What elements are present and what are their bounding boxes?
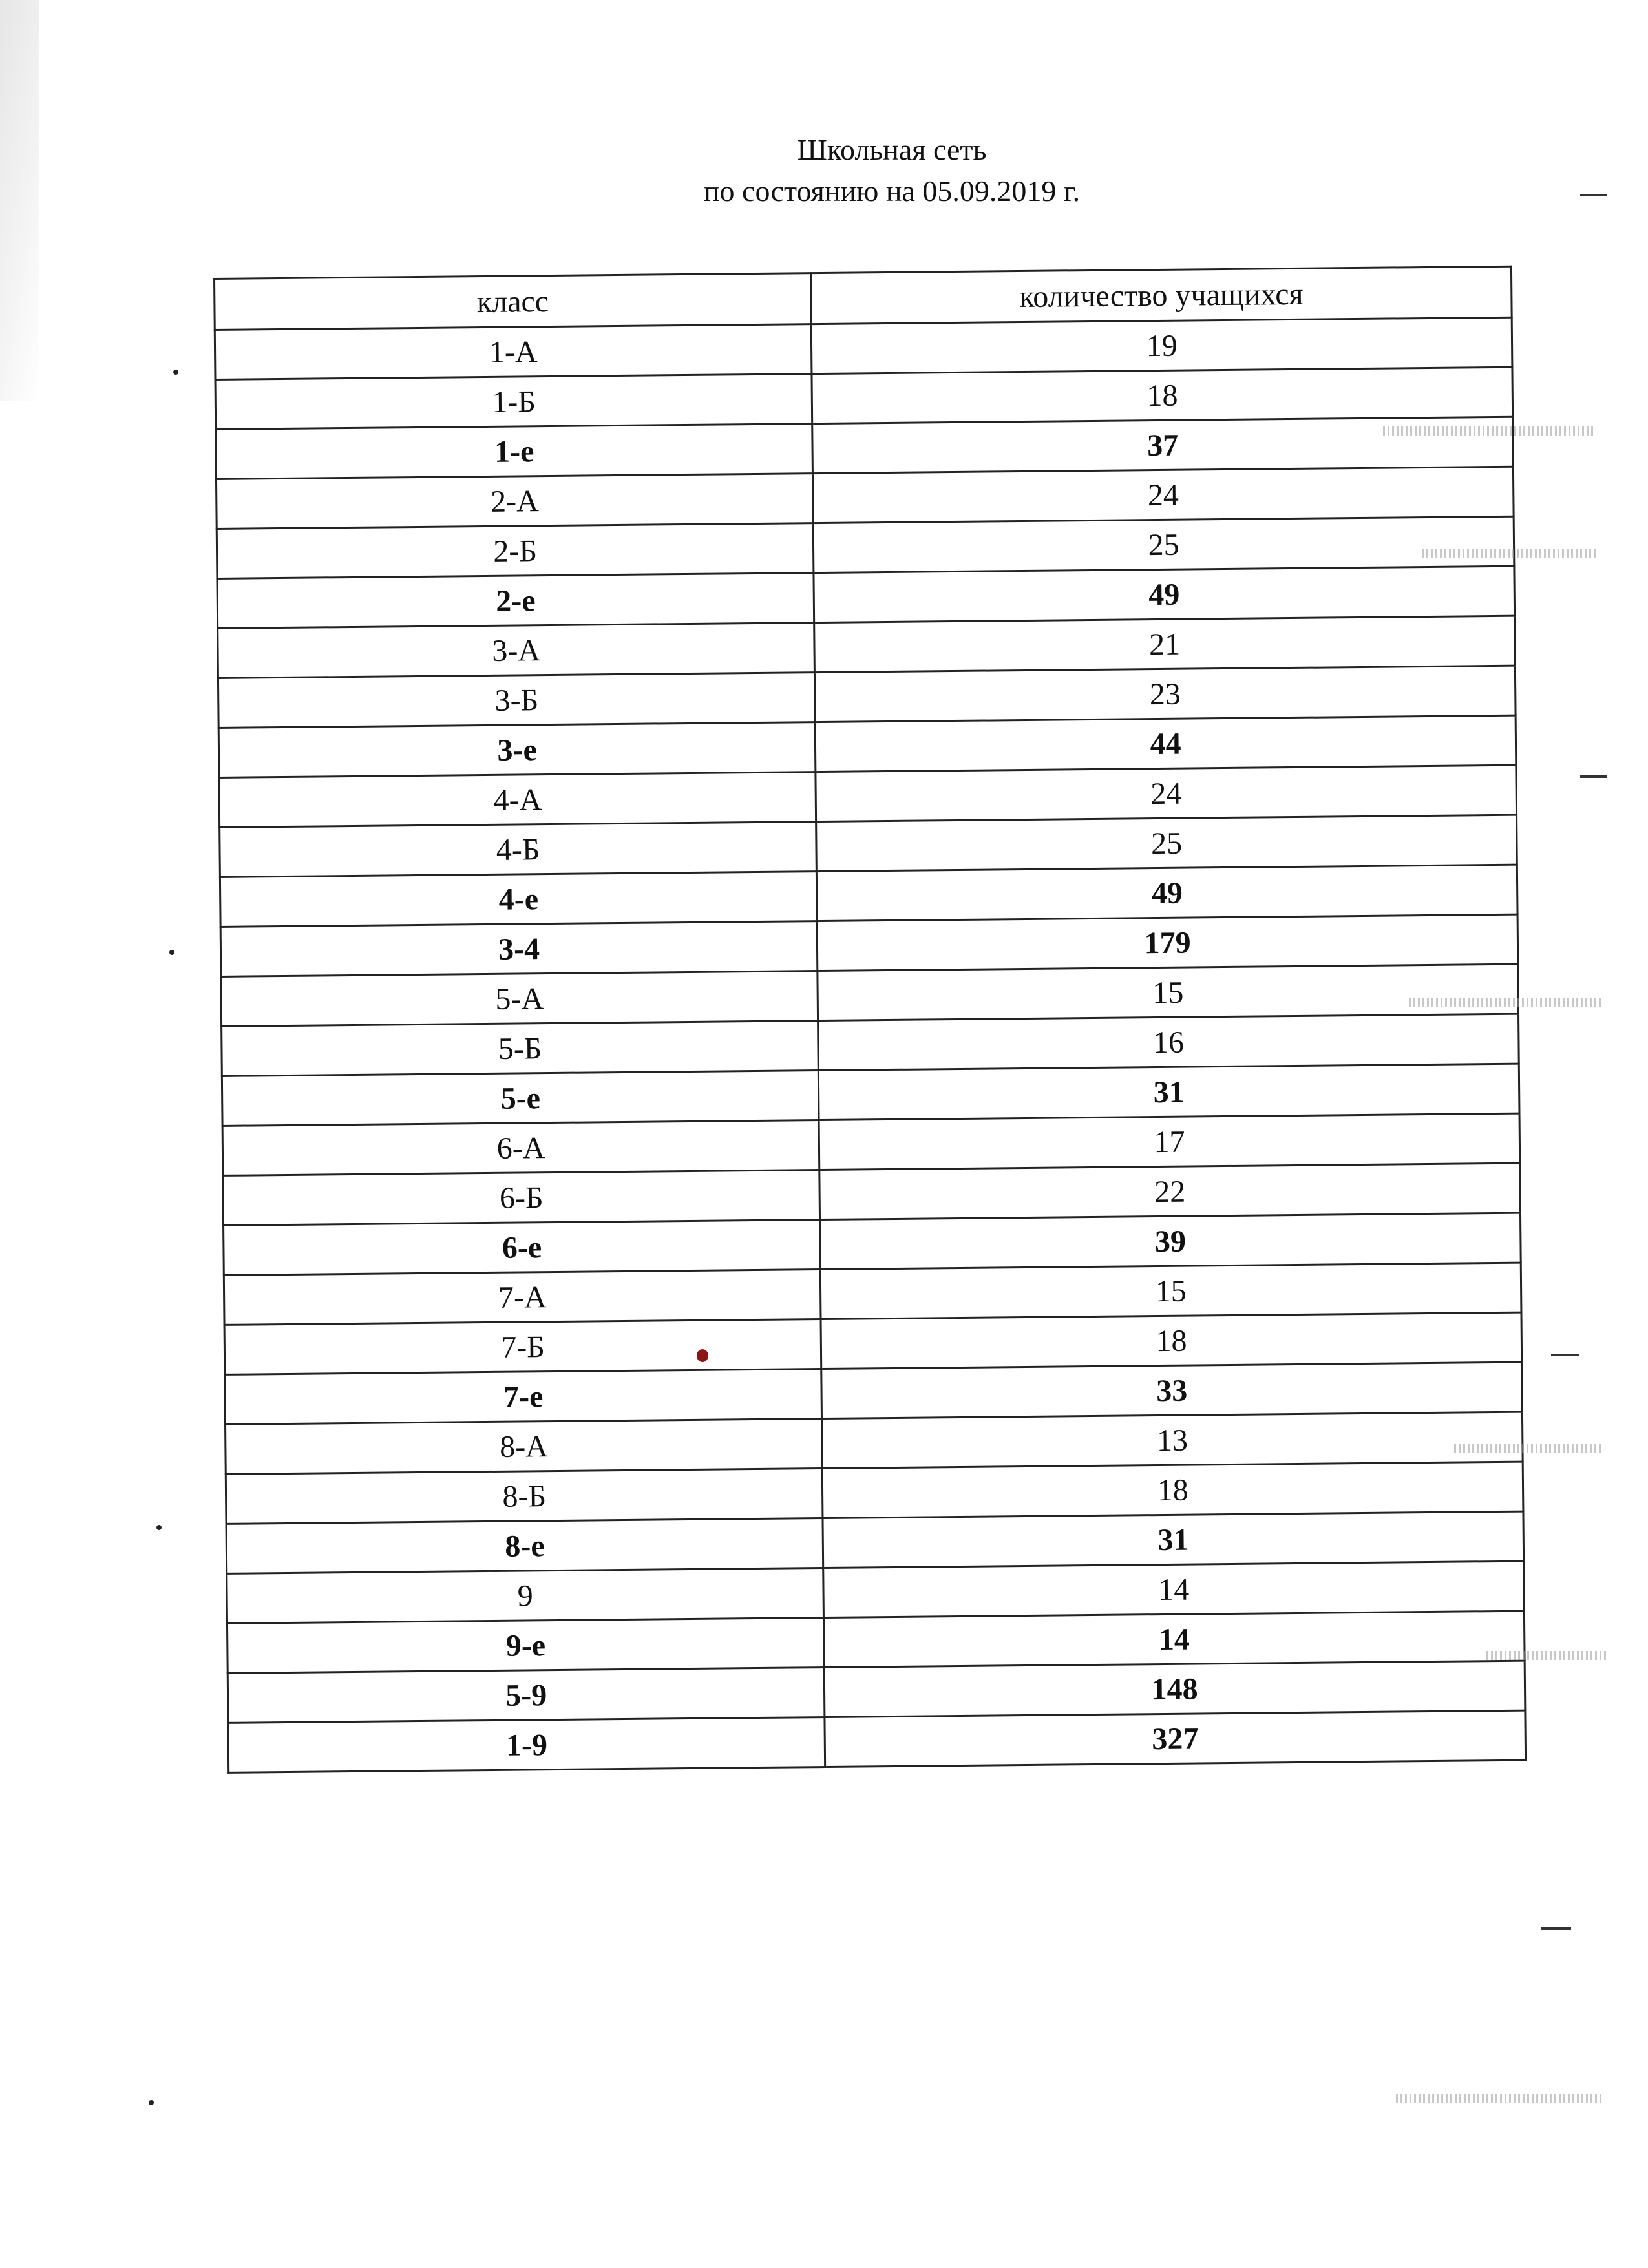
count-cell: 15 bbox=[818, 964, 1518, 1020]
class-cell: 1-е bbox=[216, 424, 813, 479]
class-cell: 6-Б bbox=[223, 1170, 820, 1226]
count-cell: 31 bbox=[823, 1511, 1523, 1568]
scan-noise bbox=[1422, 549, 1596, 558]
count-cell: 23 bbox=[815, 666, 1516, 722]
scan-noise bbox=[1454, 1444, 1603, 1453]
scan-speck bbox=[169, 950, 174, 955]
count-cell: 19 bbox=[811, 317, 1512, 373]
class-cell: 2-е bbox=[217, 573, 814, 629]
count-cell: 24 bbox=[816, 765, 1516, 821]
table-body bbox=[215, 317, 1525, 1772]
class-cell: 3-А bbox=[218, 623, 815, 678]
class-cell: 3-Б bbox=[218, 673, 815, 728]
count-cell: 18 bbox=[812, 367, 1512, 423]
class-cell: 5-9 bbox=[227, 1668, 825, 1723]
class-cell: 5-А bbox=[221, 971, 818, 1027]
class-cell: 7-А bbox=[224, 1270, 821, 1325]
class-cell: 4-А bbox=[219, 772, 816, 828]
count-cell: 33 bbox=[821, 1362, 1522, 1418]
count-cell: 13 bbox=[822, 1412, 1523, 1468]
count-cell: 37 bbox=[812, 417, 1513, 473]
class-cell: 1-9 bbox=[228, 1717, 825, 1773]
count-cell: 21 bbox=[814, 616, 1515, 672]
class-cell: 6-А bbox=[222, 1120, 819, 1176]
school-network-table bbox=[213, 266, 1527, 1774]
class-cell: 2-А bbox=[216, 474, 813, 529]
margin-mark bbox=[1551, 1354, 1579, 1356]
class-cell: 9 bbox=[227, 1568, 824, 1624]
class-cell: 7-Б bbox=[224, 1319, 821, 1375]
count-cell: 148 bbox=[824, 1661, 1525, 1717]
document-title bbox=[0, 129, 1648, 213]
class-cell: 8-А bbox=[226, 1419, 823, 1475]
count-cell: 18 bbox=[822, 1462, 1523, 1518]
margin-mark bbox=[1580, 775, 1607, 778]
count-cell: 39 bbox=[820, 1213, 1521, 1269]
count-cell: 14 bbox=[824, 1611, 1525, 1667]
class-cell: 8-е bbox=[226, 1518, 823, 1574]
class-cell: 7-е bbox=[225, 1369, 822, 1425]
scan-noise bbox=[1383, 426, 1596, 436]
count-cell: 25 bbox=[816, 815, 1517, 871]
count-cell: 49 bbox=[814, 566, 1514, 622]
count-cell: 327 bbox=[825, 1710, 1525, 1767]
class-cell: 3-е bbox=[218, 722, 816, 778]
class-cell: 9-е bbox=[227, 1618, 824, 1674]
header-class: класс bbox=[215, 273, 812, 330]
count-cell: 31 bbox=[819, 1064, 1519, 1120]
class-cell: 5-е bbox=[222, 1071, 819, 1126]
count-cell: 15 bbox=[820, 1263, 1521, 1319]
count-cell: 179 bbox=[817, 914, 1517, 971]
count-cell: 14 bbox=[823, 1561, 1524, 1617]
header-count: количество учащихся bbox=[811, 266, 1512, 324]
class-cell: 8-Б bbox=[226, 1469, 823, 1524]
scan-noise bbox=[1409, 998, 1603, 1007]
class-cell: 1-А bbox=[215, 324, 812, 380]
count-cell: 16 bbox=[818, 1014, 1519, 1070]
count-cell: 22 bbox=[819, 1163, 1520, 1219]
margin-mark bbox=[1541, 1927, 1571, 1930]
count-cell: 24 bbox=[813, 467, 1514, 523]
scan-speck bbox=[149, 2100, 154, 2105]
count-cell: 18 bbox=[821, 1312, 1521, 1369]
class-cell: 4-е bbox=[220, 872, 817, 927]
title-line-1: Школьная сеть bbox=[797, 133, 987, 166]
class-cell: 6-е bbox=[224, 1220, 821, 1276]
margin-mark bbox=[1580, 194, 1607, 196]
class-cell: 5-Б bbox=[222, 1021, 819, 1076]
class-cell: 2-Б bbox=[217, 523, 814, 579]
scan-speck bbox=[156, 1525, 162, 1530]
scan-speck bbox=[173, 370, 178, 375]
class-cell: 1-Б bbox=[215, 374, 812, 430]
count-cell: 49 bbox=[817, 865, 1517, 921]
ink-stain bbox=[697, 1349, 708, 1362]
class-cell: 4-Б bbox=[220, 822, 817, 877]
count-cell: 25 bbox=[813, 516, 1514, 572]
title-line-2: по состоянию на 05.09.2019 г. bbox=[703, 174, 1081, 208]
scan-noise bbox=[1486, 1651, 1609, 1660]
count-cell: 44 bbox=[815, 715, 1516, 772]
count-cell: 17 bbox=[819, 1113, 1519, 1170]
class-cell: 3-4 bbox=[220, 921, 818, 977]
scan-noise bbox=[1396, 2094, 1603, 2103]
